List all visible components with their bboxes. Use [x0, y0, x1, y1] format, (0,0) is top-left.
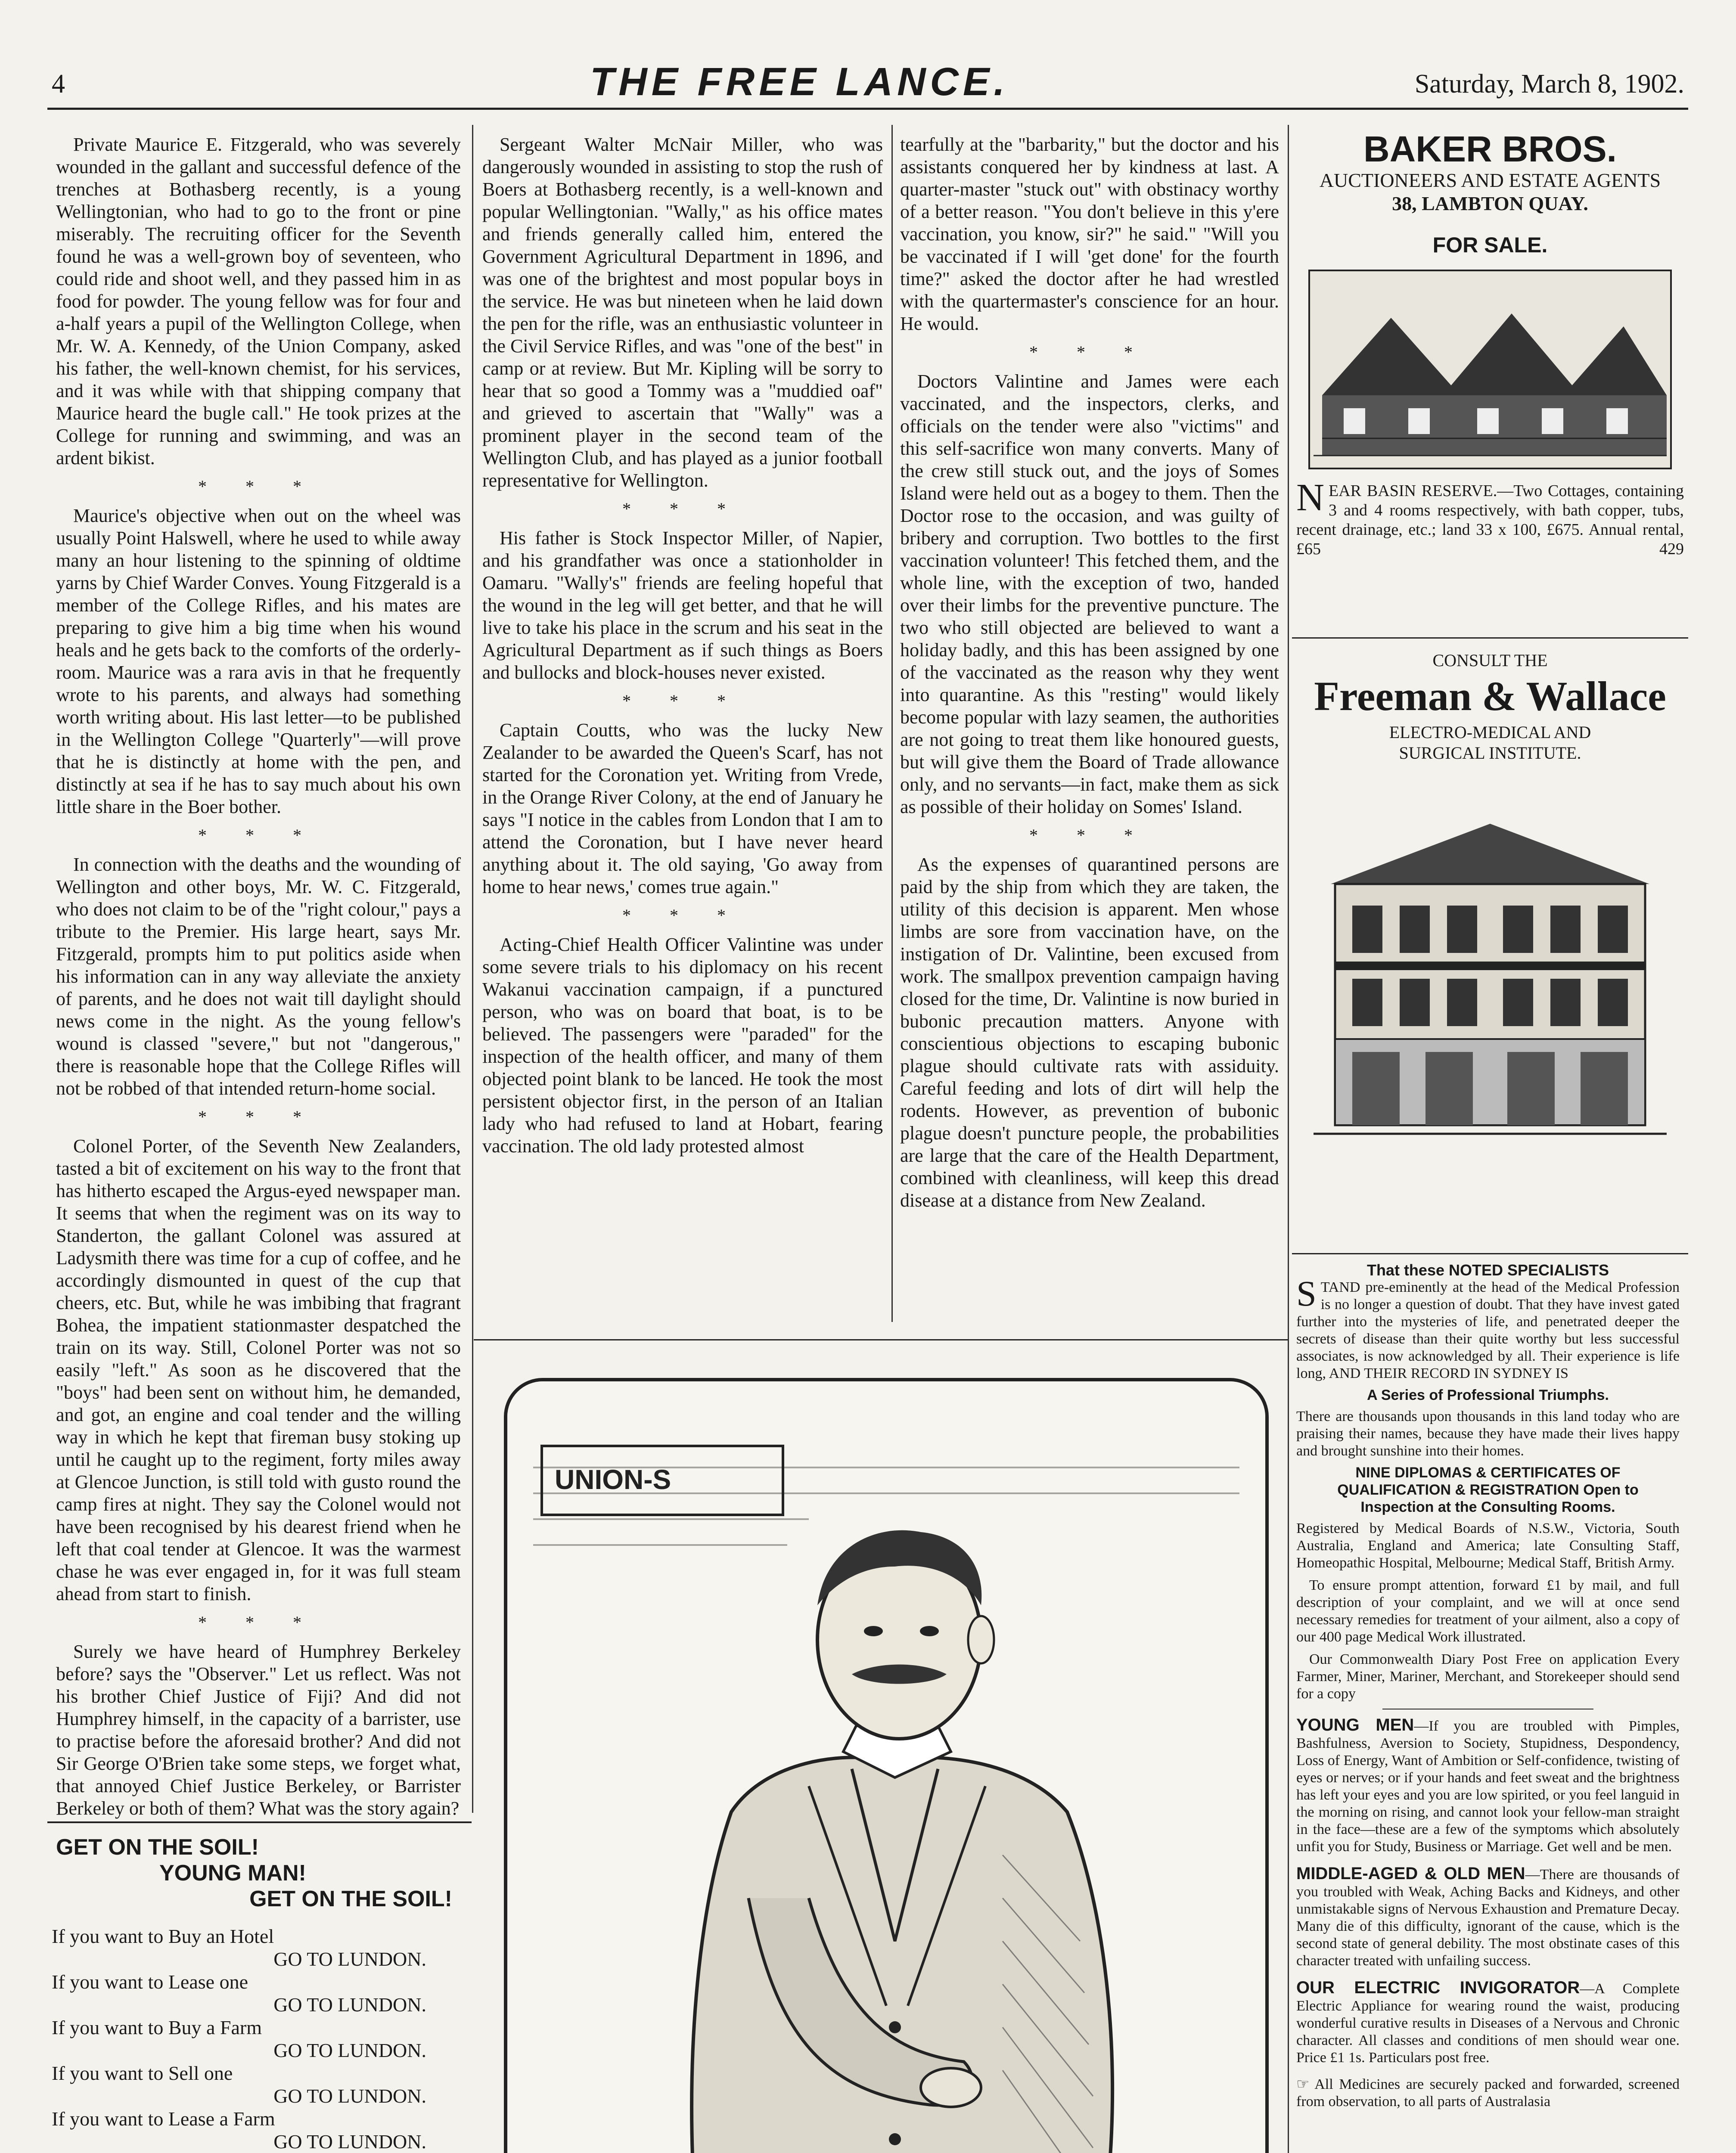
soil-item: [52, 2062, 465, 2107]
medicines-note: [1296, 2076, 1680, 2110]
article-paragraph: Maurice's objective when out on the wheel was usually Point Halswell, where he used to while away many an hour listening to the spinning of oldtime yarns by Chief Warder Conves. Young Fitzgerald is a member of the College Rifles, and his mates are preparing to give him a big time when his wound heals and he gets back to the comforts of the orderly-room. Maurice was a rara avis in that he frequently wrote to his parents, and always had something worth writing about. His last letter—to be published in the Wellington College "Quarterly"—will prove that he is distinctly at home with the pen, and distinctly at sea if he has to say much about his own little share in the Boer bother.: [56, 505, 461, 817]
soil-item-answer: GO TO LUNDON.: [273, 2039, 426, 2061]
soil-item: [52, 2016, 465, 2062]
soil-item-answer: GO TO LUNDON.: [273, 1948, 426, 1970]
specialists-series: A Series of Professional Triumphs.: [1367, 1387, 1609, 1403]
page-number: 4: [52, 69, 65, 99]
freeman-name: Freeman & Wallace: [1314, 673, 1666, 719]
article-paragraph: Captain Coutts, who was the lucky New Zealander to be awarded the Queen's Scarf, has not started for the Coronation yet. Writing from Vrede, in the Orange River Colony, at the end of January he says "I notice in the cables from London that I am to attend the Coronation, but I have never heard anything about it. The old saying, 'Go away from home to hear news,' comes true again.": [482, 720, 883, 897]
freeman-wallace-ad: [1296, 650, 1684, 1160]
middle-aged-head: MIDDLE-AGED & OLD MEN: [1296, 1864, 1525, 1883]
young-men-head: YOUNG MEN: [1296, 1716, 1414, 1734]
column-1: [56, 133, 461, 1826]
issue-date: Saturday, March 8, 1902.: [1414, 69, 1684, 99]
baker-title: BAKER BROS.: [1363, 129, 1617, 169]
institute-building-illustration: [1296, 772, 1684, 1160]
cartoon-drawing: [507, 1381, 1265, 2153]
invigorator-section: [1296, 1979, 1680, 2066]
baker-subtitle: AUCTIONEERS AND ESTATE AGENTS: [1319, 169, 1661, 191]
soil-item-question: If you want to Sell one: [52, 2062, 233, 2084]
masthead: THE FREE LANCE.: [590, 60, 1009, 104]
baker-desc-text: EAR BASIN RESERVE.—Two Cottages, containing 3 and 4 rooms respectively, with bath copper, tubs, recent drainage, etc.; land 33 x 100, £675. Annual rental, £65: [1296, 482, 1684, 558]
header-rule: [47, 108, 1688, 110]
illustration-top-rule: [474, 1339, 1288, 1340]
specialists-text: To ensure prompt attention, forward £1 by mail, and full description of your complaint, and we will at once send necessary remedies for treatment of your ailment, also a copy of our 400 page Medical Work illustrated.: [1296, 1577, 1680, 1645]
article-paragraph: tearfully at the "barbarity," but the doctor and his assistants conquered her by kindness at last. A quarter-master "stuck out" with obstinacy worthy of a better reason. "You don't believe in this y'ere vaccination, you know, sir?" he said." "Will you be vaccinated if I will 'get done' for the fourth time?" asked the doctor after he had wrestled with the quartermaster's conscience for an hour. He would.: [900, 134, 1279, 334]
article-paragraph: Colonel Porter, of the Seventh New Zealanders, tasted a bit of excitement on his way to the front that has hitherto escaped the Argus-eyed newspaper man. It seems that when the regiment was on its way to Standerton, the gallant Colonel was assured at Ladysmith there was time for a cup of coffee, and he accordingly dismounted in quest of the cup that cheers, etc. But, while he was imbibing that fragrant Bohea, the impatient stationmaster despatched the train on its way. Still, Colonel Porter was not so easily "left." As soon as he discovered that the "boys" had been sent on without him, he demanded, and got, an engine and coal tender and the willing way in which he kept that fireman busy stoking up until he caught up to the regiment, forty miles away at Glencoe Junction, is still told with gusto round the camp fires at night. They say the Colonel would not have been recognised by his dearest friend when he left that coal tender at Glencoe. It was the warmest chase he was ever engaged in, for it was full steam ahead from start to finish.: [56, 1135, 461, 1604]
drop-cap: N: [1296, 476, 1324, 519]
section-break: * * *: [1029, 342, 1150, 362]
soil-item-answer: GO TO LUNDON.: [273, 1994, 426, 2016]
section-break: * * *: [198, 477, 319, 496]
article-paragraph: In connection with the deaths and the wounding of Wellington and other boys, Mr. W. C. Fitzgerald, who does not claim to be of the "right colour," pays a tribute to the Premier. His large heart, says Mr. Fitzgerald, prompts him to put politics aside when his information can in any way alleviate the anxiety of parents, and he does not wait till daylight should news come in the night. As the young fellow's wound is classed "severe," but not "dangerous," there is reasonable hope that the College Rifles will not be robbed of that intended return-home social.: [56, 854, 461, 1099]
specialists-text: TAND pre-eminently at the head of the Medical Profession is no longer a question of doubt. That they have invest gated further into the mysteries of life, and penetrated deeper the secrets of disease than their quite worthy but less successful associates, is now acknowledged by all. Their experience is life long, AND THEIR RECORD IN SYDNEY IS: [1296, 1279, 1680, 1381]
soil-item: [52, 1925, 465, 1970]
cartoon-illustration: [504, 1378, 1269, 2153]
soil-item-question: If you want to Buy an Hotel: [52, 1925, 274, 1947]
young-men-section: [1296, 1716, 1680, 1855]
section-break: * * *: [198, 825, 319, 845]
column-rule: [891, 125, 893, 1322]
ad-rule: [1292, 637, 1688, 639]
specialists-intro: [1296, 1274, 1680, 1382]
invigorator-head: OUR ELECTRIC INVIGORATOR: [1296, 1978, 1580, 1997]
baker-bros-ad: [1296, 129, 1684, 559]
cottages-illustration: [1296, 266, 1684, 473]
sign-text: UNION-S: [555, 1464, 671, 1495]
column-rule: [1288, 125, 1289, 2153]
specialists-text: Registered by Medical Boards of N.S.W., Victoria, South Australia, England and America; late Consulting Staff, Homeopathic Hospital, Melbourne; Medical Staff, British Army.: [1296, 1520, 1680, 1571]
soil-item-question: If you want to Lease one: [52, 1971, 248, 1993]
soil-item-question: If you want to Buy a Farm: [52, 2016, 262, 2038]
soil-headline-3: GET ON THE SOIL!: [249, 1886, 452, 1911]
soil-ad: [52, 1834, 465, 2153]
ad-rule: [1292, 1253, 1688, 1254]
soil-item-answer: GO TO LUNDON.: [273, 2085, 426, 2107]
specialists-text: Our Commonwealth Diary Post Free on application Every Farmer, Miner, Mariner, Merchant, and Storekeeper should send for a copy: [1296, 1651, 1680, 1702]
soil-item-answer: GO TO LUNDON.: [273, 2131, 426, 2153]
baker-description: [1296, 476, 1684, 559]
drop-cap: S: [1296, 1274, 1317, 1314]
consult-label: CONSULT THE: [1432, 651, 1548, 670]
section-break: * * *: [622, 499, 743, 518]
middle-aged-section: [1296, 1865, 1680, 1970]
baker-ref: 429: [1659, 540, 1684, 558]
column-rule: [472, 125, 473, 1813]
soil-headline-1: GET ON THE SOIL!: [56, 1835, 259, 1860]
freeman-sub: ELECTRO-MEDICAL AND SURGICAL INSTITUTE.: [1389, 723, 1591, 763]
article-paragraph: Acting-Chief Health Officer Valintine was under some severe trials to his diplomacy on his recent Wakanui vaccination campaign, if a punctured person, who was on board that boat, is to be believed. The passengers were "paraded" for the inspection of the health officer, and many of them objected point blank to be lanced. He took the most persistent objector first, in the person of an Italian lady who had refused to land at Hobart, fearing vaccination. The old lady protested almost: [482, 934, 883, 1157]
soil-item: [52, 1970, 465, 2016]
article-paragraph: Doctors Valintine and James were each vaccinated, and the inspectors, clerks, and officials on the tender were also "victims" and this self-sacrifice won many converts. Many of the crew still stuck out, and the joys of Somes Island were held out as a bogey to them. Then the Doctor rose to the occasion, and was guilty of bribery and corruption. Two bottles to the first vaccination volunteer! This fetched them, and the whole line, with the exception of two, handed over their limbs for the preventive puncture. The two who still objected are believed to want a holiday badly, and this has been assigned by one of the vaccinated as the reason why they went into quarantine. As this "resting" would likely become popular with lazy seamen, the authorities are not going to treat them like honoured guests, but will give them the Board of Trade allowance only, and no servants—in fact, make them as sick as possible of their holiday on Somes' Island.: [900, 371, 1279, 817]
baker-address: 38, LAMBTON QUAY.: [1392, 192, 1588, 214]
medicines-note-text: All Medicines are securely packed and forwarded, screened from observation, to all parts of Australasia: [1296, 2076, 1680, 2110]
section-break: * * *: [198, 1613, 319, 1632]
invigorator-text: —A Complete Electric Appliance for wearing round the waist, producing wonderful curative results in Diseases of a Nervous and Chronic character. All classes and conditions of men should wear one. Price £1 1s. Particulars post free.: [1296, 1981, 1680, 2066]
article-paragraph: Private Maurice E. Fitzgerald, who was severely wounded in the gallant and successful defence of the trenches at Bothasberg recently, is a young Wellingtonian, who had to go to the front or pine miserably. The recruiting officer for the Seventh found he was a well-grown boy of seventeen, who could ride and shoot well, and they passed him in as food for powder. The young fellow was for four and a-half years a pupil of the Wellington College, when Mr. W. A. Kennedy, of the Union Company, asked his father, the well-known chemist, for his services, and it was while with that shipping company that Maurice heard the bugle call." He took prizes at the College for running and swimming, and was an ardent bikist.: [56, 134, 461, 468]
section-break: * * *: [622, 906, 743, 925]
soil-item: [52, 2107, 465, 2153]
soil-item-question: If you want to Lease a Farm: [52, 2108, 275, 2130]
specialists-diplomas: NINE DIPLOMAS & CERTIFICATES OF QUALIFICATION & REGISTRATION Open to Inspection at the Consulting Rooms.: [1337, 1464, 1639, 1515]
middle-aged-text: —There are thousands of you troubled with Weak, Aching Backs and Kidneys, and other unmistakable signs of Nervous Exhaustion and Premature Decay. Many die of this difficulty, ignorant of the cause, which is the second state of general debility. The most obstinate cases of this character treated with unfailing success.: [1296, 1867, 1680, 1969]
young-men-text: —If you are troubled with Pimples, Bashfulness, Aversion to Society, Stupidness, Despondency, Loss of Energy, Want of Ambition or Self-confidence, twisting of eyes or nerves; or if your hands and feet sweat and the brightness has left your eyes and you are low spirited, or you feel languid in the morning on rising, and cannot look your fellow-man straight in the face—these are a few of the symptoms which absolutely unfit you for Study, Business or Marriage. Get well and be men.: [1296, 1718, 1680, 1855]
pointing-hand-icon: ☞: [1296, 2076, 1315, 2092]
specialists-ad: [1296, 1262, 1680, 2110]
baker-for-sale: FOR SALE.: [1432, 233, 1548, 257]
section-break: * * *: [622, 691, 743, 710]
section-break: * * *: [198, 1107, 319, 1126]
article-paragraph: His father is Stock Inspector Miller, of Napier, and his grandfather was once a stationholder in Oamaru. "Wally's" friends are feeling hopeful that the wound in the leg will get better, and that he will live to take his place in the scrum and his seat in the Agricultural Department as if such things as Boers and bullocks and block-houses never existed.: [482, 527, 883, 683]
article-paragraph: Sergeant Walter McNair Miller, who was dangerously wounded in assisting to stop the rush of Boers at Bothasberg recently, is a well-known and popular Wellingtonian. "Wally," as his office mates and friends generally called him, entered the Government Agricultural Department in 1896, and was one of the brightest and most popular boys in the service. He was but nineteen when he laid down the pen for the rifle, was an enthusiastic volunteer in the Civil Service Rifles, and was "one of the best" in camp or at review. But Mr. Kipling will be sorry to hear that so good a Tommy was a "muddied oaf" and grieved to ascertain that "Wally" was a prominent player in the second team of the Wellington Club, and has played as a junior football representative for Wellington.: [482, 134, 883, 491]
soil-list: [52, 1925, 465, 2153]
soil-headline-2: YOUNG MAN!: [159, 1861, 306, 1886]
article-paragraph: Surely we have heard of Humphrey Berkeley before? says the "Observer." Let us reflect. Was not his brother Chief Justice of Fiji? And did not Humphrey himself, in the capacity of a barrister, use to practise before the aforesaid brother? And did not Sir George O'Brien take some steps, we forget what, that annoyed Chief Justice Berkeley, or Barrister Berkeley or both of them? What was the story again?: [56, 1641, 461, 1819]
column-2: [482, 133, 883, 1163]
column-3: [900, 133, 1279, 1218]
soil-top-rule: [47, 1821, 472, 1823]
specialists-text: There are thousands upon thousands in this land today who are praising their names, because they have made their lives happy and brought sunshine into their homes.: [1296, 1408, 1680, 1459]
article-paragraph: As the expenses of quarantined persons are paid by the ship from which they are taken, the utility of this decision is apparent. Men whose limbs are sore from vaccination have, on the instigation of Dr. Valintine, been excused from work. The smallpox prevention campaign having closed for the time, Dr. Valintine is now buried in bubonic precaution matters. Anyone with conscientious objections to escaping bubonic plague should cultivate rats with assiduity. Careful feeding and lots of dirt will help the rodents. However, as prevention of bubonic plague doesn't puncture people, the probabilities are large that the care of the Health Department, combined with cleanliness, will keep this dread disease at a distance from New Zealand.: [900, 854, 1279, 1211]
section-break: * * *: [1029, 825, 1150, 845]
specialists-head: That these NOTED SPECIALISTS: [1366, 1261, 1609, 1279]
